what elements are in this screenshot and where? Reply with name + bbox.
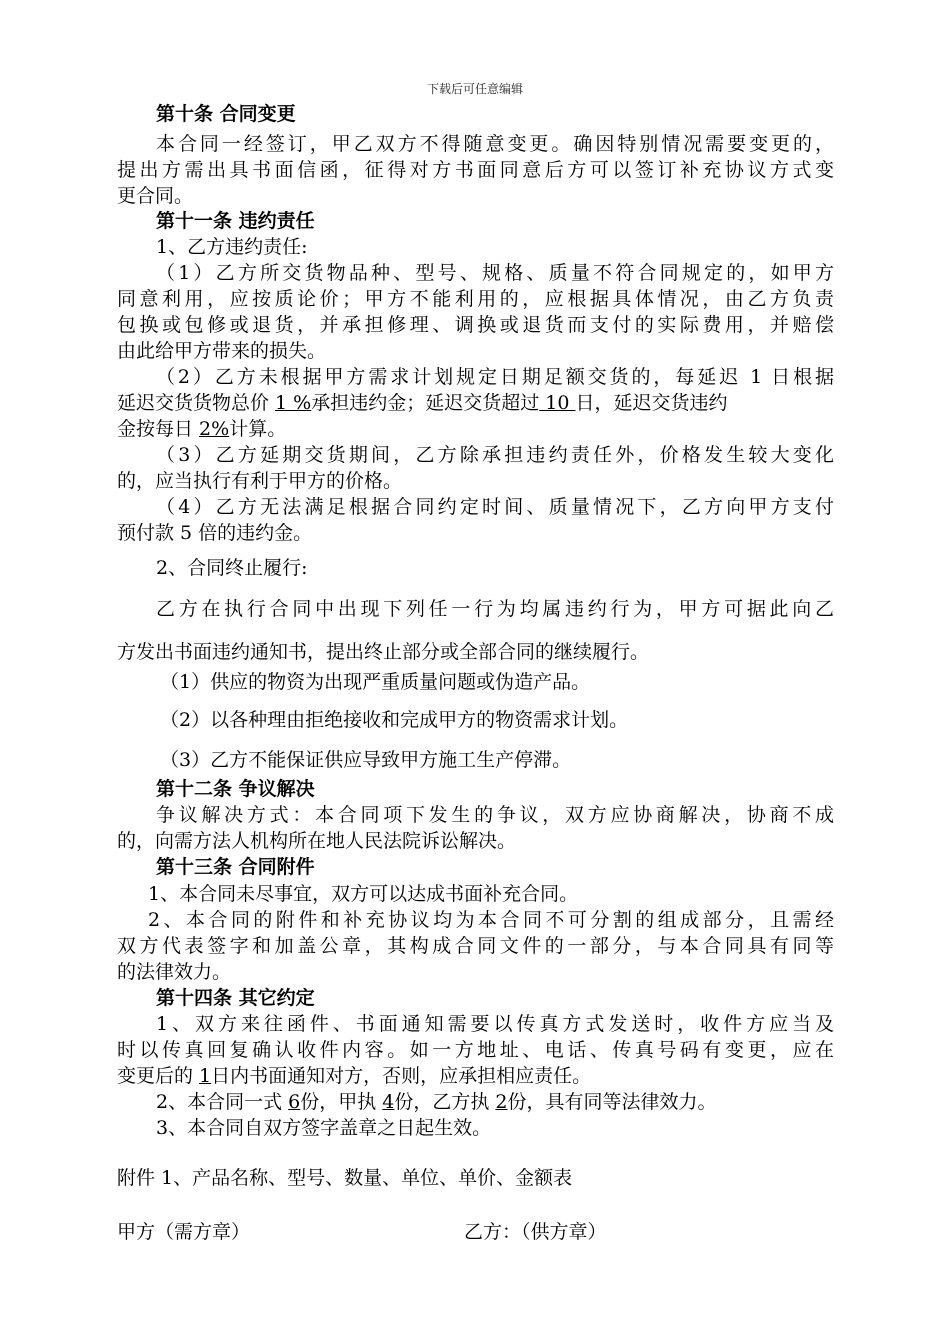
article-11-item-1-line: （1）乙方所交货物品种、型号、规格、质量不符合同规定的，如甲方	[156, 262, 834, 284]
article-11-item-2-line: （2）乙方未根据甲方需求计划规定日期足额交货的，每延迟 1 日根据	[156, 366, 834, 388]
article-14-item-1-line: 时以传真回复确认收件内容。如一方地址、电话、传真号码有变更，应在	[117, 1039, 834, 1061]
article-11-title: 第十一条 违约责任	[156, 210, 315, 232]
daily-penalty-rate: 2%	[199, 418, 230, 440]
page-header: 下载后可任意编辑	[426, 82, 523, 96]
article-11-item-3-line: （3）乙方延期交货期间，乙方除承担违约责任外，价格发生较大变化	[156, 444, 834, 466]
article-14-item-2: 2、本合同一式 6份，甲执 4份，乙方执 2份，具有同等法律效力。	[156, 1091, 717, 1113]
article-11-item-4-line: （4）乙方无法满足根据合同约定时间、质量情况下，乙方向甲方支付	[156, 496, 834, 518]
party-a-seal: 甲方（需方章）	[117, 1221, 251, 1243]
termination-item-3: （3）乙方不能保证供应导致甲方施工生产停滞。	[160, 749, 572, 771]
termination-paragraph-line: 乙方在执行合同中出现下列任一行为均属违约行为，甲方可据此向乙	[156, 598, 834, 620]
article-10-line: 提出方需出具书面信函，征得对方书面同意后方可以签订补充协议方式变	[117, 159, 834, 181]
article-11-item-2-line: 延迟交货货物总价 1 %承担违约金；延迟交货超过 10 日，延迟交货违约	[117, 392, 728, 414]
article-13-item-1: 1、本合同未尽事宜，双方可以达成书面补充合同。	[148, 883, 579, 905]
article-11-item-4-line: 预付款 5 倍的违约金。	[117, 522, 313, 544]
article-14-item-1-line: 1、双方来往函件、书面通知需要以传真方式发送时，收件方应当及	[156, 1013, 834, 1035]
total-copies: 6	[288, 1091, 301, 1113]
party-a-copies: 4	[382, 1091, 395, 1113]
article-13-item-2-line: 2、本合同的附件和补充协议均为本合同不可分割的组成部分，且需经	[148, 909, 834, 931]
article-10-title: 第十条 合同变更	[156, 103, 296, 125]
attachment-note: 附件 1、产品名称、型号、数量、单位、单价、金额表	[117, 1167, 573, 1189]
article-12-line: 的，向需方法人机构所在地人民法院诉讼解决。	[117, 830, 517, 852]
termination-paragraph-line: 方发出书面违约通知书，提出终止部分或全部合同的继续履行。	[117, 641, 650, 663]
article-13-item-2-line: 的法律效力。	[117, 961, 232, 983]
penalty-rate: 1 %	[275, 392, 312, 414]
article-11-section-1: 1、乙方违约责任:	[156, 236, 308, 258]
article-11-item-1-line: 包换或包修或退货，并承担修理、调换或退货而支付的实际费用，并赔偿	[117, 314, 834, 336]
article-11-section-2: 2、合同终止履行:	[156, 557, 308, 579]
article-11-item-1-line: 由此给甲方带来的损失。	[117, 340, 327, 362]
termination-item-1: （1）供应的物资为出现严重质量问题或伪造产品。	[160, 671, 591, 693]
article-10-line: 本合同一经签订，甲乙双方不得随意变更。确因特别情况需要变更的，	[156, 133, 834, 155]
article-13-item-2-line: 双方代表签字和加盖公章，其构成合同文件的一部分，与本合同具有同等	[117, 935, 834, 957]
termination-item-2: （2）以各种理由拒绝接收和完成甲方的物资需求计划。	[160, 709, 629, 731]
article-11-item-1-line: 同意利用，应按质论价；甲方不能利用的，应根据具体情况，由乙方负责	[117, 288, 834, 310]
article-12-line: 争议解决方式：本合同项下发生的争议，双方应协商解决，协商不成	[156, 804, 834, 826]
article-11-item-2-line: 金按每日 2%计算。	[117, 418, 287, 440]
article-12-title: 第十二条 争议解决	[156, 778, 315, 800]
article-11-item-3-line: 的，应当执行有利于甲方的价格。	[117, 470, 403, 492]
article-13-title: 第十三条 合同附件	[156, 856, 315, 878]
delay-days: 10	[539, 392, 576, 414]
article-10-line: 更合同。	[117, 185, 194, 207]
article-14-title: 第十四条 其它约定	[156, 987, 315, 1009]
article-14-item-3: 3、本合同自双方签字盖章之日起生效。	[156, 1117, 492, 1139]
party-b-copies: 2	[495, 1091, 508, 1113]
party-b-seal: 乙方：（供方章）	[464, 1221, 607, 1243]
article-14-item-1-line: 变更后的 1日内书面通知对方，否则，应承担相应责任。	[117, 1065, 592, 1087]
notice-days: 1	[199, 1065, 212, 1087]
